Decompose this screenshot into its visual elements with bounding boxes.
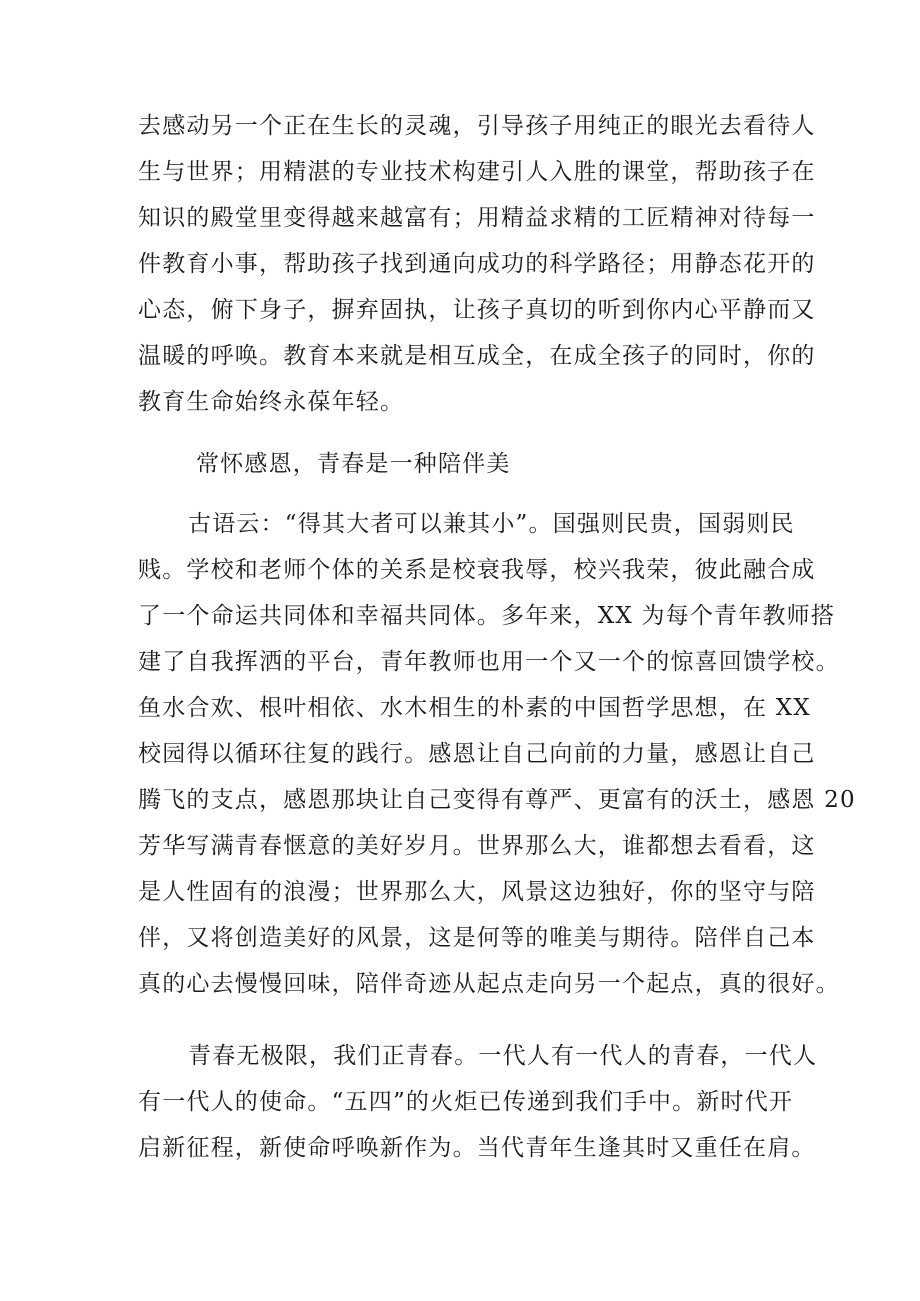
paragraph-2-line-5: 鱼水合欢、根叶相依、水木相生的朴素的中国哲学思想，在 XX bbox=[138, 695, 811, 721]
paragraph-1-line-4: 件教育小事，帮助孩子找到通向成功的科学路径；用静态花开的 bbox=[138, 251, 816, 277]
paragraph-1-line-1: 去感动另一个正在生长的灵魂，引导孩子用纯正的眼光去看待人 bbox=[138, 113, 816, 139]
paragraph-1-line-3: 知识的殿堂里变得越来越富有；用精益求精的工匠精神对待每一 bbox=[138, 205, 816, 231]
paragraph-1-line-2: 生与世界；用精湛的专业技术构建引人入胜的课堂，帮助孩子在 bbox=[138, 159, 816, 185]
paragraph-2-line-11: 真的心去慢慢回味，陪伴奇迹从起点走向另一个起点，真的很好。 bbox=[138, 971, 840, 997]
paragraph-2-line-9: 是人性固有的浪漫；世界那么大，风景这边独好，你的坚守与陪 bbox=[138, 879, 816, 905]
section-heading: 常怀感恩，青春是一种陪伴美 bbox=[196, 451, 511, 477]
paragraph-2-line-7: 腾飞的支点，感恩那块让自己变得有尊严、更富有的沃土，感恩 20 bbox=[138, 787, 856, 813]
paragraph-3-line-1: 青春无极限，我们正青春。一代人有一代人的青春，一代人 bbox=[188, 1043, 818, 1069]
paragraph-3-line-3: 启新征程，新使命呼唤新作为。当代青年生逢其时又重任在肩。 bbox=[138, 1135, 816, 1161]
paragraph-1-line-5: 心态，俯下身子，摒弃固执，让孩子真切的听到你内心平静而又 bbox=[138, 297, 816, 323]
paragraph-3-line-2: 有一代人的使命。“五四”的火炬已传递到我们手中。新时代开 bbox=[138, 1089, 794, 1115]
paragraph-2-line-6: 校园得以循环往复的践行。感恩让自己向前的力量，感恩让自己 bbox=[138, 741, 816, 767]
paragraph-2-line-2: 贱。学校和老师个体的关系是校衰我辱，校兴我荣，彼此融合成 bbox=[138, 557, 816, 583]
paragraph-2-line-1: 古语云：“得其大者可以兼其小”。国强则民贵，国弱则民 bbox=[188, 511, 795, 537]
paragraph-2-line-10: 伴，又将创造美好的风景，这是何等的唯美与期待。陪伴自己本 bbox=[138, 925, 816, 951]
paragraph-1-line-7: 教育生命始终永葆年轻。 bbox=[138, 389, 405, 415]
paragraph-2-line-8: 芳华写满青春惬意的美好岁月。世界那么大，谁都想去看看，这 bbox=[138, 833, 816, 859]
paragraph-2-line-4: 建了自我挥洒的平台，青年教师也用一个又一个的惊喜回馈学校。 bbox=[138, 649, 840, 675]
paragraph-1-line-6: 温暖的呼唤。教育本来就是相互成全，在成全孩子的同时，你的 bbox=[138, 343, 816, 369]
paragraph-2-line-3: 了一个命运共同体和幸福共同体。多年来，XX 为每个青年教师搭 bbox=[138, 603, 836, 629]
